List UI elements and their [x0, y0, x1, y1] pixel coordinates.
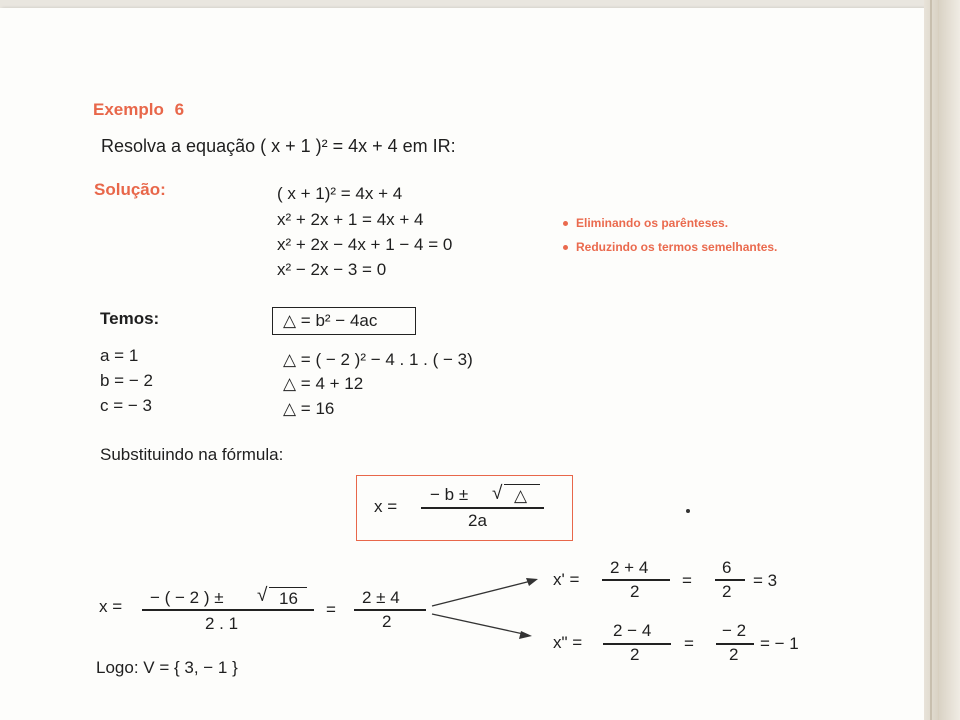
step-line-1: ( x + 1)² = 4x + 4 [277, 184, 403, 203]
computation-radicand: 16 [279, 589, 298, 608]
bhaskara-numerator-prefix: − b ± [430, 485, 469, 504]
root1-denominator-a: 2 [630, 582, 640, 601]
computation-equals: = [326, 600, 336, 619]
root1-fraction-bar-a [602, 579, 670, 581]
step-line-4: x² − 2x − 3 = 0 [277, 260, 387, 279]
root2-denominator-a: 2 [630, 645, 640, 664]
example-number: 6 [174, 100, 185, 119]
ink-speck [686, 509, 690, 513]
sqrt-icon: √ [257, 585, 268, 606]
delta-step-2: △ = 4 + 12 [283, 374, 364, 393]
delta-step-3: △ = 16 [283, 399, 335, 418]
root2-equals: = [684, 634, 694, 653]
root2-numerator-a: 2 − 4 [613, 621, 652, 640]
coefficient-c: c = − 3 [100, 396, 152, 415]
note-text: Reduzindo os termos semelhantes. [576, 240, 778, 254]
root2-numerator-b: − 2 [722, 621, 747, 640]
root1-denominator-b: 2 [722, 582, 732, 601]
sqrt-icon: √ [492, 483, 503, 504]
root1-lhs: x' = [553, 570, 580, 589]
delta-formula: △ = b² − 4ac [283, 311, 378, 330]
computation-lhs: x = [99, 597, 123, 616]
arrow-up-icon [526, 578, 538, 586]
arrow-down-line [432, 614, 528, 635]
root1-fraction-bar-b [715, 579, 745, 581]
solution-label: Solução: [94, 180, 166, 199]
coefficient-b: b = − 2 [100, 371, 153, 390]
root1-numerator-a: 2 + 4 [610, 558, 649, 577]
simplified-numerator: 2 ± 4 [362, 588, 400, 607]
example-label: Exemplo [93, 100, 164, 119]
substituting-label: Substituindo na fórmula: [100, 445, 284, 464]
root2-lhs: x" = [553, 633, 583, 652]
root1-result: = 3 [753, 571, 778, 590]
root1-equals: = [682, 571, 692, 590]
note-text: Eliminando os parênteses. [576, 216, 729, 230]
computation-numerator-prefix: − ( − 2 ) ± [150, 588, 224, 607]
bhaskara-radicand: △ [514, 486, 528, 505]
simplified-denominator: 2 [382, 612, 392, 631]
computation-denominator: 2 . 1 [205, 614, 239, 633]
temos-label: Temos: [100, 309, 160, 328]
root1-numerator-b: 6 [722, 558, 732, 577]
bhaskara-denominator: 2a [468, 511, 487, 530]
bhaskara-lhs: x = [374, 497, 398, 516]
root2-denominator-b: 2 [729, 645, 739, 664]
arrow-up-line [432, 580, 535, 606]
problem-statement: Resolva a equação ( x + 1 )² = 4x + 4 em IR: [101, 136, 456, 156]
conclusion: Logo: V = { 3, − 1 } [96, 658, 238, 677]
delta-step-1: △ = ( − 2 )² − 4 . 1 . ( − 3) [283, 350, 473, 369]
root2-result: = − 1 [760, 634, 799, 653]
coefficient-a: a = 1 [100, 346, 139, 365]
arrow-down-icon [519, 631, 532, 639]
step-line-2: x² + 2x + 1 = 4x + 4 [277, 210, 424, 229]
step-line-3: x² + 2x − 4x + 1 − 4 = 0 [277, 235, 453, 254]
